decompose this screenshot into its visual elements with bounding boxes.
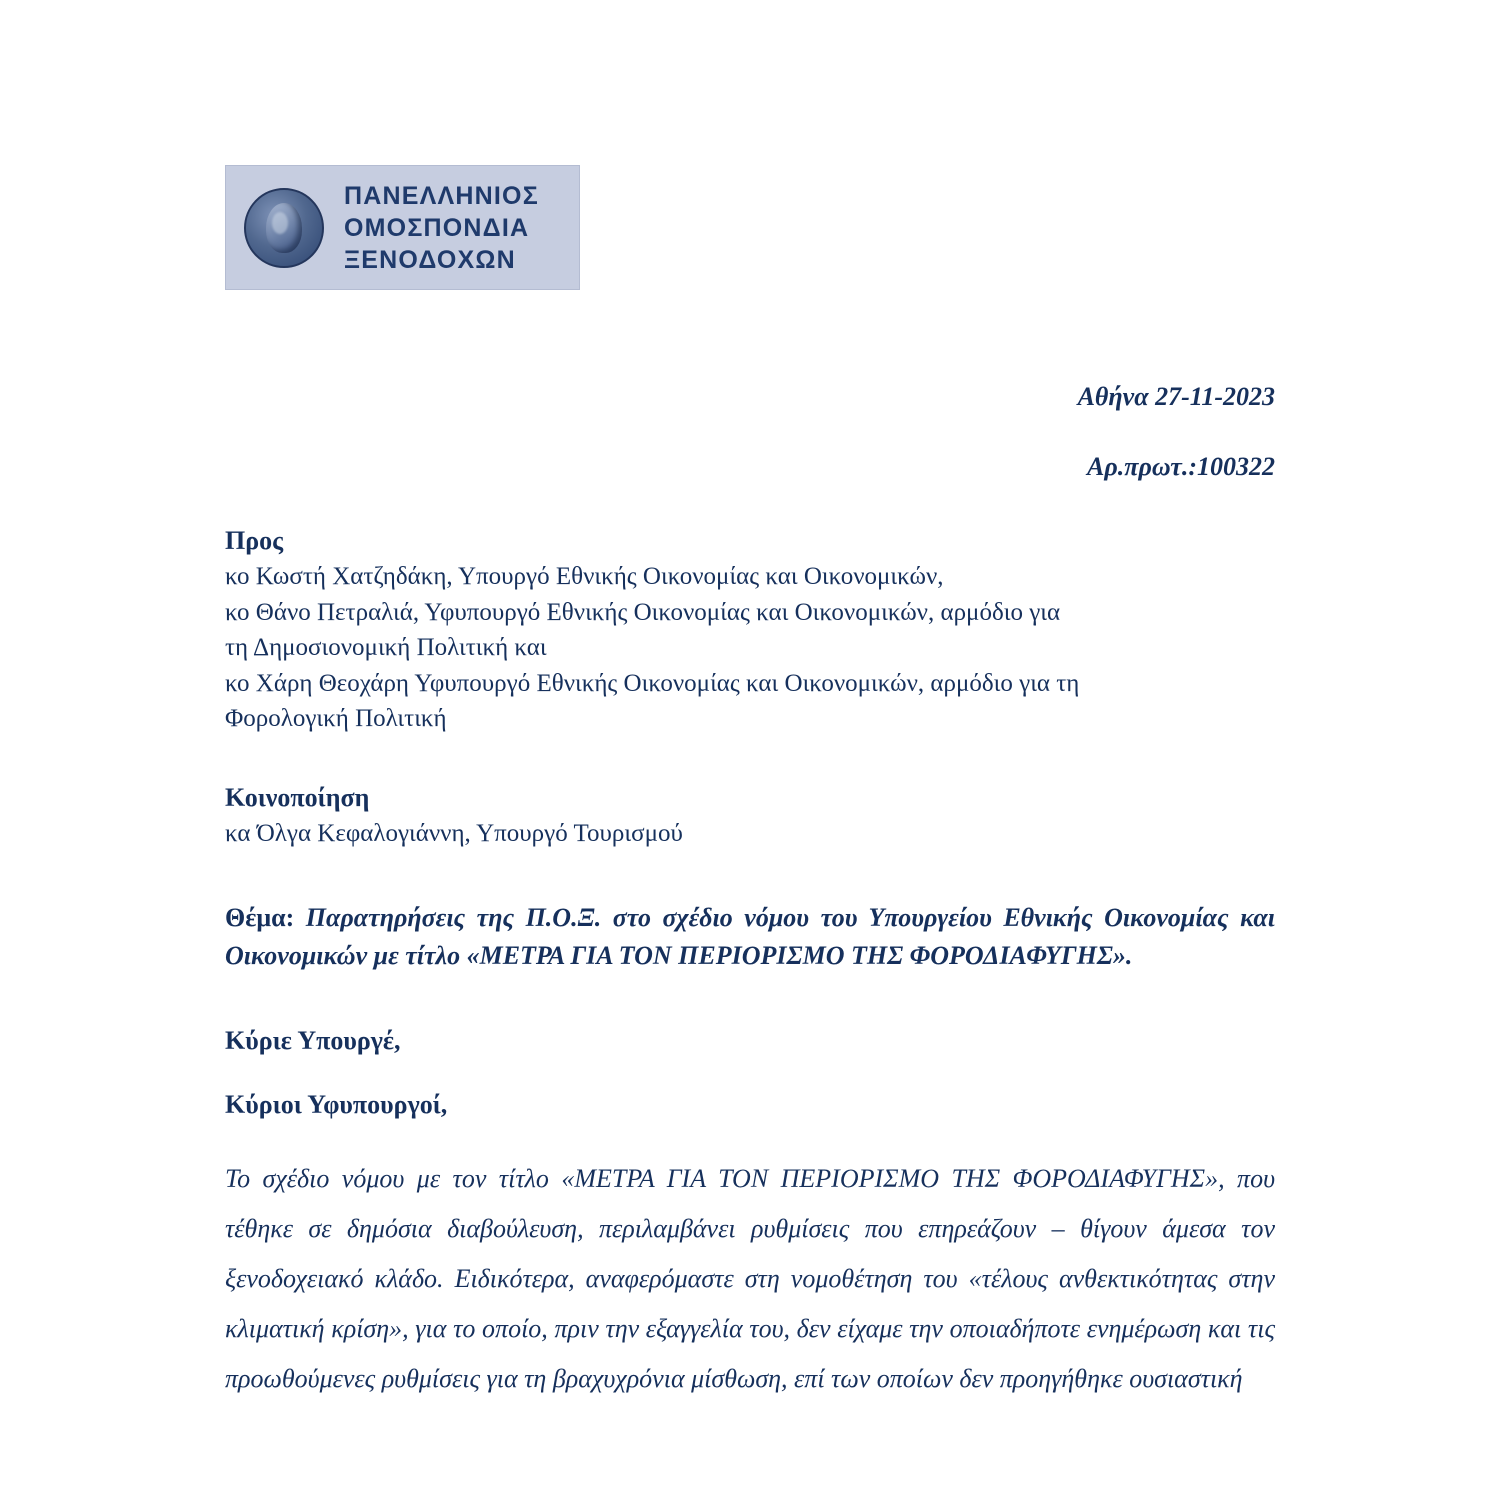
- logo-line-3-rest: ΕΝΟΔΟΧΩΝ: [361, 245, 516, 274]
- recipient-line: κο Θάνο Πετραλιά, Υφυπουργό Εθνικής Οικονομίας και Οικονομικών, αρμόδιο για: [225, 598, 1061, 626]
- logo-line-1-rest: ΑΝΕΛΛΗΝΙΟΣ: [363, 181, 539, 210]
- body-paragraph: Το σχέδιο νόμου με τον τίτλο «ΜΕΤΡΑ ΓΙΑ ΤΟΝ ΠΕΡΙΟΡΙΣΜΟ ΤΗΣ ΦΟΡΟΔΙΑΦΥΓΗΣ», που τέθηκε σε δημόσια διαβούλευση, περιλαμβάνει ρυθμίσεις που επηρεάζουν – θίγουν άμεσα τον ξενοδοχειακό κλάδο. Ειδικότερα, αναφερόμαστε στη νομοθέτηση του «τέλους ανθεκτικότητας στην κλιματική κρίση», για το οποίο, πριν την εξαγγελία του, δεν είχαμε την οποιαδήποτε ενημέρωση και τις προωθούμενες ρυθμίσεις για τη βραχυχρόνια μίσθωση, επί των οποίων δεν προηγήθηκε ουσιαστική: [225, 1164, 1275, 1393]
- document-date: Αθήνα 27-11-2023: [1077, 382, 1275, 411]
- recipient-line: τη Δημοσιονομική Πολιτική και: [225, 634, 547, 661]
- cc-block: [225, 783, 1275, 852]
- recipient-line: Φορολογική Πολιτική: [225, 705, 447, 732]
- cc-line: κα Όλγα Κεφαλογιάννη, Υπουργό Τουρισμού: [225, 819, 683, 847]
- salutation-deputy-ministers: Κύριοι Υφυπουργοί,: [225, 1090, 448, 1120]
- logo-line-1-lead: Π: [344, 181, 364, 210]
- subject-line: [225, 899, 1275, 974]
- cc-label: Κοινοποίηση: [225, 782, 370, 812]
- logo-line-3: [344, 244, 539, 276]
- organization-logo: [225, 165, 580, 290]
- recipient-block: [225, 526, 1275, 737]
- salutation-minister: Κύριε Υπουργέ,: [225, 1026, 401, 1056]
- logo-line-2: [344, 212, 539, 244]
- recipient-label: Προς: [225, 526, 284, 555]
- logo-line-2-lead: Ο: [344, 213, 365, 242]
- recipient-line: κο Κωστή Χατζηδάκη, Υπουργό Εθνικής Οικονομίας και Οικονομικών,: [225, 563, 944, 590]
- logo-line-3-lead: Ξ: [344, 245, 362, 274]
- subject-text: Παρατηρήσεις της Π.Ο.Ξ. στο σχέδιο νόμου του Υπουργείου Εθνικής Οικονομίας και Οικονομικών με τίτλο «ΜΕΤΡΑ ΓΙΑ ΤΟΝ ΠΕΡΙΟΡΙΣΜΟ ΤΗΣ ΦΟΡΟΔΙΑΦΥΓΗΣ».: [225, 903, 1275, 970]
- recipient-line: κο Χάρη Θεοχάρη Υφυπουργό Εθνικής Οικονομίας και Οικονομικών, αρμόδιο για τη: [225, 669, 1080, 697]
- logo-text: [344, 180, 539, 276]
- subject-prefix: Θέμα:: [225, 903, 295, 932]
- logo-line-1: [344, 180, 539, 212]
- logo-line-2-rest: ΜΟΣΠΟΝΔΙΑ: [364, 213, 530, 242]
- document-protocol-number: Αρ.πρωτ.:100322: [1087, 452, 1275, 481]
- greek-head-seal-icon: [244, 188, 324, 268]
- document-meta: [225, 382, 1275, 482]
